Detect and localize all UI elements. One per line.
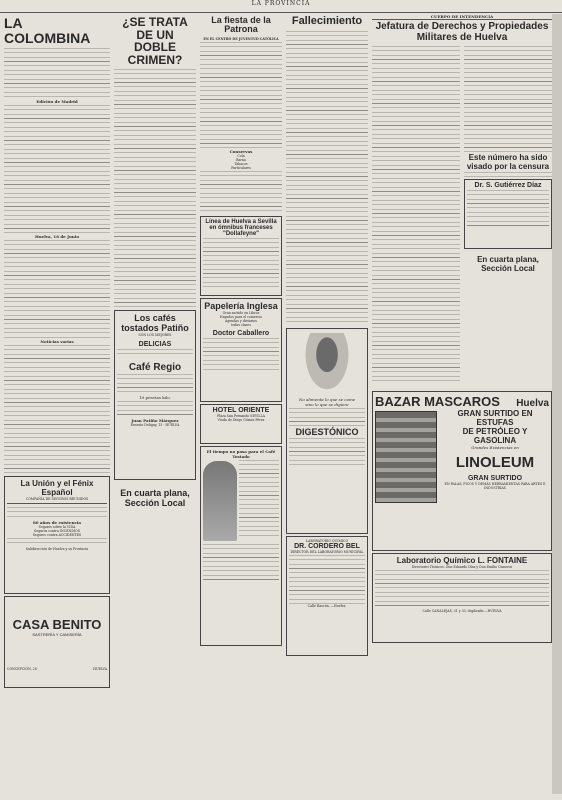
ad-benito-sub: SASTRERÍA Y CAMISERÍA	[32, 632, 82, 638]
ad-bazar-line: GRAN SURTIDO EN ESTUFAS	[457, 409, 533, 427]
article-text	[200, 41, 282, 149]
ad-text	[117, 373, 193, 395]
masthead-title: LA PROVINCIA	[251, 0, 311, 7]
ad-dig-name: DIGESTÓNICO	[295, 426, 359, 437]
lab-title: LABORATORIO QUÍMICO	[305, 538, 349, 543]
column-1	[4, 14, 110, 794]
statue-illustration	[203, 461, 237, 541]
article-text	[464, 171, 552, 177]
article-text	[200, 170, 282, 214]
ad-text	[117, 400, 193, 418]
ad-union-agent: Subdirección de Huelva y su Provincia	[25, 547, 89, 552]
lab-author: Calle Rascón, —Huelva.	[307, 603, 347, 608]
ad-text	[117, 348, 193, 358]
ad-benito-city: HUELVA	[93, 667, 107, 672]
article-text	[4, 344, 110, 474]
ad-papeleria-title: Papelería Inglesa	[204, 300, 278, 311]
masthead	[0, 0, 562, 13]
ad-text	[289, 554, 365, 604]
ad-papeleria-item: Gran surtido en Libros	[222, 310, 260, 315]
subheading: Huelva, 16 de Junio	[34, 234, 80, 240]
article-text	[286, 30, 368, 326]
column-5	[372, 14, 552, 794]
ad-lab-title: Laboratorio Químico L. FONTAINE	[396, 556, 528, 565]
section-title: CUERPO DE INTENDENCIA	[372, 14, 552, 20]
ad-casa-benito	[4, 596, 110, 688]
ad-union-line: Seguros sobre la VIDA	[38, 525, 76, 530]
ad-bazar-line: Grandes Existencias en	[471, 445, 519, 450]
ad-cafe-title: Los cafés tostados Patiño	[121, 313, 189, 334]
ad-cafe-sub: SON LOS MEJORES	[138, 333, 172, 338]
article-text	[464, 45, 552, 153]
ad-delicias: DELICIAS	[138, 341, 172, 349]
headline-la-colombina: LA COLOMBINA	[4, 15, 91, 46]
ad-bazar-city: Huelva	[516, 398, 549, 409]
ad-lab-addr: Calle CANALEJAS, 31 y 33, duplicado.—HUELVA	[422, 609, 502, 613]
ad-conservas-item: Barna	[236, 157, 246, 162]
portrait-illustration	[302, 333, 352, 395]
censura-notice: Este número ha sido visado por la censura	[466, 153, 550, 171]
ad-juan: Juan Patiño Márquez	[131, 418, 179, 424]
ad-papeleria-item: Agendas y dietarios	[225, 318, 257, 323]
ad-conservas-item: Particulares	[231, 165, 251, 170]
article-text	[114, 68, 196, 308]
headline-doble-crimen: ¿SE TRATA DE UN DOBLE CRIMEN?	[122, 15, 188, 67]
ad-laboratorio-fontaine	[372, 553, 552, 643]
article-text	[4, 239, 110, 339]
ad-text	[289, 437, 365, 467]
headline-jefatura: Jefatura de Derechos y Propiedades Militares de Huelva	[375, 21, 549, 43]
ad-linea-omnibus	[200, 216, 282, 296]
ad-gutierrez	[464, 179, 552, 249]
ad-union-line: Seguros contra INCENDIOS	[34, 529, 80, 534]
ad-union-title: La Unión y el Fénix Español	[20, 479, 94, 498]
ad-text	[7, 537, 107, 547]
headline-fallecimiento: Fallecimiento	[291, 15, 363, 27]
ad-union-years: 80 años de existencia	[32, 520, 82, 526]
ad-linea-title: Línea de Huelva a Sevilla en ómnibus franceses "Dollafeyne"	[205, 218, 277, 237]
ad-papeleria	[200, 298, 282, 402]
ad-text	[203, 237, 279, 289]
ad-cafe-tostado	[200, 446, 282, 646]
column-4	[286, 14, 368, 794]
ad-digestonico	[286, 328, 368, 534]
ad-text	[239, 459, 279, 539]
ad-hotel-addr: Viuda de Diego Gómez Pérez	[217, 417, 265, 422]
stove-illustration	[375, 411, 437, 503]
ad-union-fenix	[4, 476, 110, 594]
ad-gutierrez-title: Dr. S. Gutiérrez Díaz	[474, 182, 542, 189]
ad-regio-price: 10 pesetas kilo.	[139, 395, 171, 401]
ad-cafe-patino	[114, 310, 196, 480]
ad-dig-line1: No alimenta lo que se come	[298, 396, 356, 402]
column-3	[200, 14, 282, 794]
ad-text	[375, 569, 549, 609]
ad-union-line: Seguros contra ACCIDENTES	[32, 533, 82, 538]
ad-text	[289, 407, 365, 427]
ad-conservas-item: Tabacos	[234, 161, 248, 166]
ad-bazar-mascaros	[372, 391, 552, 551]
ad-conservas: Conservas	[229, 148, 253, 154]
ad-doctor: Doctor Caballero	[212, 329, 270, 337]
subheading: EN EL CENTRO DE JUVENTUD CATÓLICA	[203, 36, 279, 41]
ad-text	[203, 337, 279, 373]
ad-tostado-title: El tiempo no pasa para el Café Tostado	[206, 448, 276, 459]
subheading: Noticias varias	[40, 339, 74, 345]
adjacent-page-edge	[552, 14, 562, 794]
ad-papeleria-item: Hayados para el comercio	[219, 314, 263, 319]
ad-regio: Café Regio	[128, 362, 182, 374]
ad-lab-sub: Directores Técnicos: Don Eduardo Díaz y Don Emilio Cisneros	[411, 565, 513, 569]
ad-hotel-oriente	[200, 404, 282, 444]
ad-laboratorio-cordero	[286, 536, 368, 656]
subheading: Edición de Madrid	[36, 99, 78, 105]
ad-papeleria-item: todas clases	[231, 322, 251, 327]
ad-text	[7, 506, 107, 520]
headline-fiesta-patrona: La fiesta de la Patrona	[211, 15, 271, 35]
ad-benito-address: CONCEPCIÓN, 28	[7, 667, 37, 672]
ad-linoleum-sub: GRAN SURTIDO	[467, 475, 523, 482]
ad-hotel-addr: Plaza San Fernando SEVILLA	[217, 413, 265, 418]
lab-name: DR. CORDERO BEL	[294, 542, 360, 550]
ad-union-sub: COMPAÑÍA DE SEGUROS REUNIDOS	[25, 497, 89, 502]
ad-hotel-title: HOTEL ORIENTE	[212, 406, 270, 414]
ad-dig-line2: sino lo que se digiere	[305, 401, 349, 407]
ad-benito-title: CASA BENITO	[12, 617, 102, 633]
ad-text	[203, 543, 279, 583]
column-2	[114, 14, 196, 794]
ad-bazar-line: DE PETRÓLEO Y GASOLINA	[462, 427, 528, 445]
ad-text	[467, 189, 549, 229]
ad-conservas-item: Cola	[237, 153, 245, 158]
article-text	[4, 104, 110, 234]
article-text	[4, 47, 110, 99]
ad-linoleum: LINOLEUM	[455, 454, 535, 471]
ad-juan-addr: Ernesto Deligny, 15 · HUELVA	[130, 423, 180, 428]
article-text	[372, 45, 460, 385]
lab-sub: DIRECTOR DEL LABORATORIO MUNICIPAL	[290, 549, 364, 554]
ad-bazar-title: BAZAR MASCAROS	[375, 394, 500, 409]
ad-cuarta-plana: En cuarta plana, Sección Local	[477, 255, 539, 273]
ad-linoleum-sub: EN PALAS, PICOS Y DEMÁS HERRAMIENTAS PARA ARTES E INDUSTRIAS	[444, 482, 546, 490]
ad-cuarta-plana: En cuarta plana, Sección Local	[120, 488, 190, 509]
